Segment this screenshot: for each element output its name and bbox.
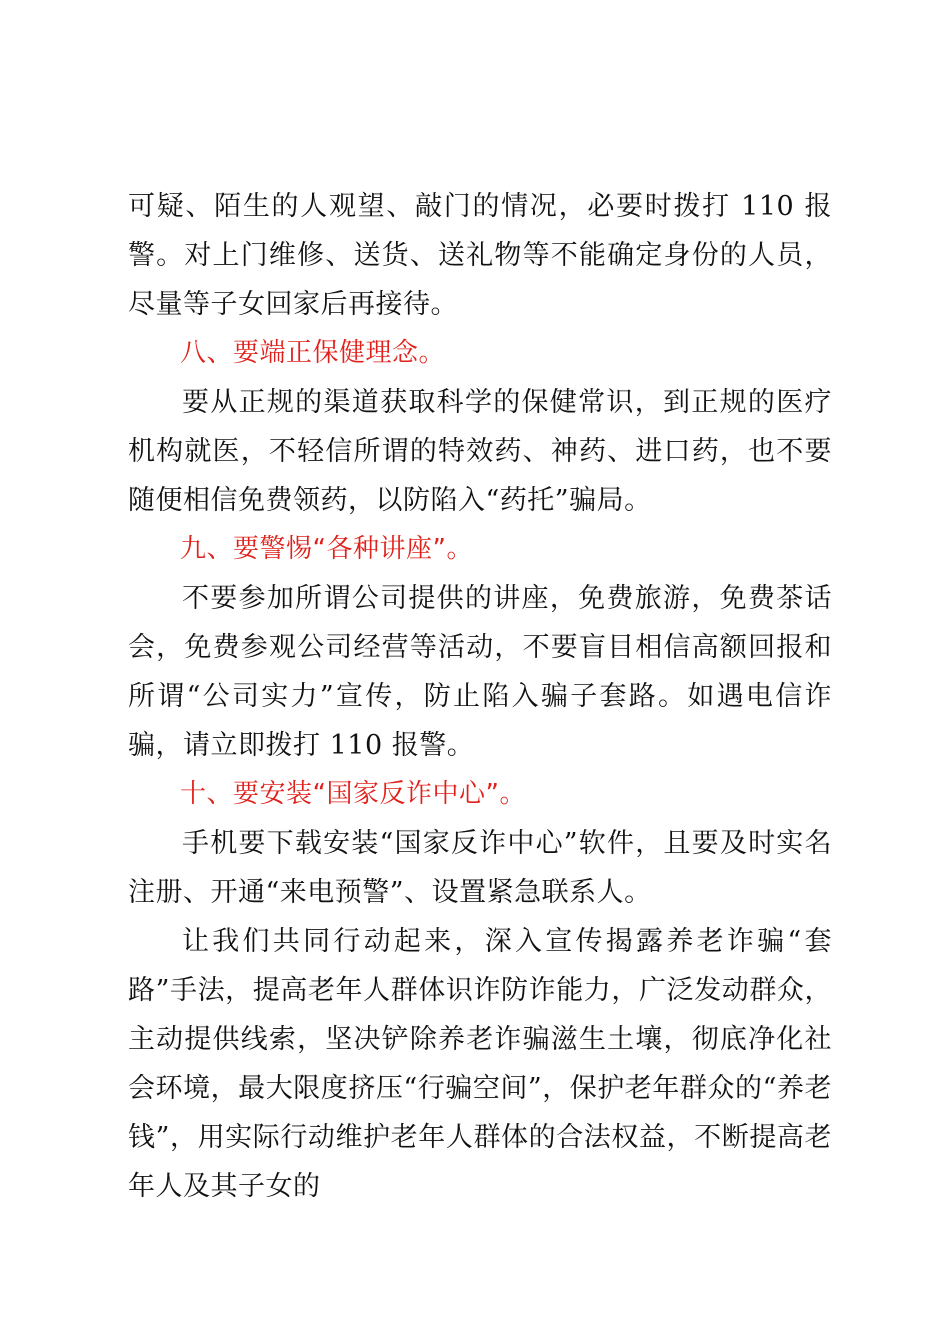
section-heading-nine: 九、要警惕“各种讲座”。 xyxy=(180,534,473,564)
document-body xyxy=(128,182,832,1211)
section-heading-ten: 十、要安装“国家反诈中心”。 xyxy=(180,779,526,809)
section-heading-eight: 八、要端正保健理念。 xyxy=(180,338,446,368)
paragraph-lectures: 不要参加所谓公司提供的讲座，免费旅游，免费茶话会，免费参观公司经营等活动，不要盲目相信高额回报和所谓“公司实力”宣传，防止陷入骗子套路。如遇电信诈骗，请立即拨打 110 报警。 xyxy=(128,583,832,761)
paragraph-call-to-action: 让我们共同行动起来，深入宣传揭露养老诈骗“套路”手法，提高老年人群体识诈防诈能力，广泛发动群众，主动提供线索，坚决铲除养老诈骗滋生土壤，彻底净化社会环境，最大限度挤压“行骗空间”，保护老年群众的“养老钱”，用实际行动维护老年人群体的合法权益，不断提高老年人及其子女的 xyxy=(128,926,832,1202)
paragraph-health-care: 要从正规的渠道获取科学的保健常识，到正规的医疗机构就医，不轻信所谓的特效药、神药、进口药，也不要随便相信免费领药，以防陷入“药托”骗局。 xyxy=(128,387,832,516)
paragraph-anti-fraud-app: 手机要下载安装“国家反诈中心”软件，且要及时实名注册、开通“来电预警”、设置紧急联系人。 xyxy=(128,828,832,908)
paragraph-continuation: 可疑、陌生的人观望、敲门的情况，必要时拨打 110 报警。对上门维修、送货、送礼物等不能确定身份的人员，尽量等子女回家后再接待。 xyxy=(128,191,832,320)
